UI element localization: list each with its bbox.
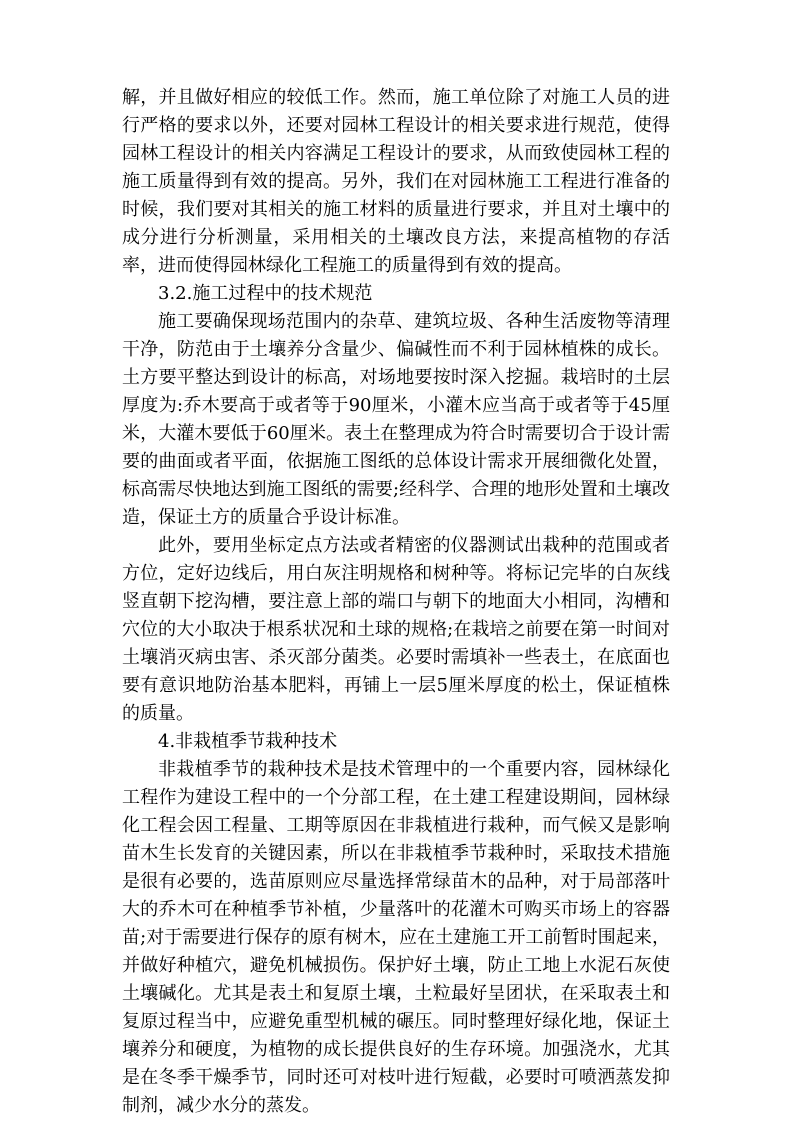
- paragraph-positioning-and-trenching: 此外，要用坐标定点方法或者精密的仪器测试出栽种的范围或者方位，定好边线后，用白灰注明规格和树种等。将标记完毕的白灰线竖直朝下挖沟槽，要注意上部的端口与朝下的地面大小相同，沟槽和穴位的大小取决于根系状况和土球的规格;在栽培之前要在第一时间对土壤消灭病虫害、杀灭部分菌类。必要时需填补一些表土，在底面也要有意识地防治基本肥料，再铺上一层5厘米厚度的松土，保证植株的质量。: [122, 535, 670, 724]
- document-body: [122, 84, 670, 1120]
- paragraph-off-season-planting: 非栽植季节的栽种技术是技术管理中的一个重要内容，园林绿化工程作为建设工程中的一个分部工程，在土建工程建设期间，园林绿化工程会因工程量、工期等原因在非栽植进行栽种，而气候又是影响苗木生长发育的关键因素，所以在非栽植季节栽种时，采取技术措施是很有必要的，选苗原则应尽量选择常绿苗木的品种，对于局部落叶大的乔木可在种植季节补植，少量落叶的花灌木可购买市场上的容器苗;对于需要进行保存的原有树木，应在土建施工开工前暂时围起来，并做好种植穴，避免机械损伤。保护好土壤，防止工地上水泥石灰使土壤碱化。尤其是表土和复原土壤，土粒最好呈团状，在采取表土和复原过程当中，应避免重型机械的碾压。同时整理好绿化地，保证土壤养分和硬度，为植物的成长提供良好的生存环境。加强浇水，尤其是在冬季干燥季节，同时还可对枝叶进行短截，必要时可喷洒蒸发抑制剂，减少水分的蒸发。: [122, 759, 670, 1116]
- section-heading-4: 4.非栽植季节栽种技术: [158, 731, 338, 752]
- paragraph-soil-preparation-continued: 解，并且做好相应的较低工作。然而，施工单位除了对施工人员的进行严格的要求以外，还要对园林工程设计的相关要求进行规范，使得园林工程设计的相关内容满足工程设计的要求，从而致使园林工程的施工质量得到有效的提高。另外，我们在对园林施工工程进行准备的时候，我们要对其相关的施工材料的质量进行要求，并且对土壤中的成分进行分析测量，采用相关的土壤改良方法，来提高植物的存活率，进而使得园林绿化工程施工的质量得到有效的提高。: [122, 87, 670, 276]
- section-heading-3-2: 3.2.施工过程中的技术规范: [158, 283, 373, 304]
- paragraph-site-clearing: 施工要确保现场范围内的杂草、建筑垃圾、各种生活废物等清理干净，防范由于土壤养分含量少、偏碱性而不利于园林植株的成长。土方要平整达到设计的标高，对场地要按时深入挖掘。栽培时的土层厚度为:乔木要高于或者等于90厘米，小灌木应当高于或者等于45厘米，大灌木要低于60厘米。表土在整理成为符合时需要切合于设计需要的曲面或者平面，依据施工图纸的总体设计需求开展细微化处置，标高需尽快地达到施工图纸的需要;经科学、合理的地形处置和土壤改造，保证土方的质量合乎设计标准。: [122, 311, 670, 528]
